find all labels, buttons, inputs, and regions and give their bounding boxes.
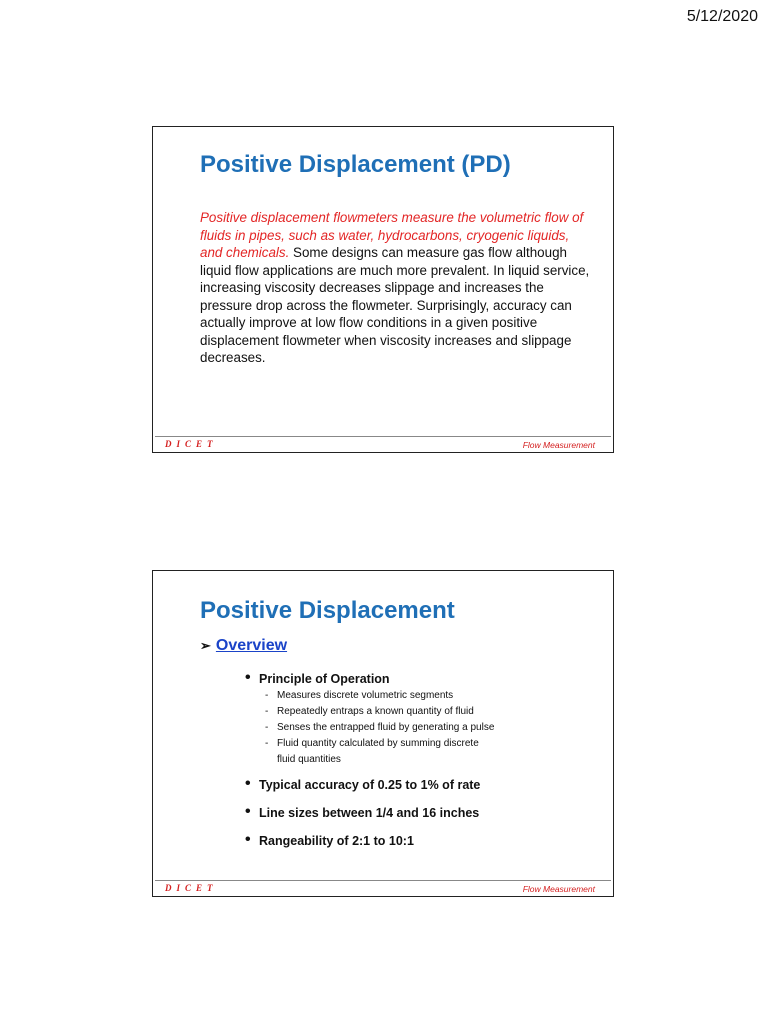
print-date: 5/12/2020 bbox=[686, 8, 758, 25]
bullet-dot-icon: • bbox=[245, 669, 251, 686]
bullet-text: Principle of Operation bbox=[259, 672, 390, 686]
footer-divider bbox=[155, 436, 611, 437]
slide-title: Positive Displacement bbox=[200, 597, 455, 624]
sub-item: - Repeatedly entraps a known quantity of fluid bbox=[265, 706, 474, 717]
footer-topic: Flow Measurement bbox=[522, 884, 595, 894]
footer-logo-text: DICET bbox=[165, 439, 218, 449]
slide-positive-displacement-pd bbox=[152, 126, 614, 453]
bullet-text: Rangeability of 2:1 to 10:1 bbox=[259, 834, 414, 848]
sub-item: - Senses the entrapped fluid by generating a pulse bbox=[265, 722, 495, 733]
highlighted-definition: Positive displacement flowmeters measure the volumetric flow of fluids in pipes, such as water, hydrocarbons, cryogenic liquids, and chemicals. bbox=[200, 210, 584, 260]
sub-item-list bbox=[265, 688, 565, 768]
bullet-text: Typical accuracy of 0.25 to 1% of rate bbox=[259, 778, 481, 792]
arrow-bullet-icon: ➢ bbox=[200, 638, 211, 653]
bullet-dot-icon: • bbox=[245, 831, 251, 848]
overview-label: Overview bbox=[215, 637, 288, 654]
footer-logo-text: DICET bbox=[165, 883, 218, 893]
body-continuation: Some designs can measure gas flow although liquid flow applications are much more prevalent. In liquid service, increasing viscosity decreases slippage and increases the pressure drop across the flowmeter. Surprisingly, accuracy can actually improve at low flow conditions in a given positive displacement flowmeter when viscosity increases and slippage decreases. bbox=[200, 245, 590, 365]
bullet-item bbox=[245, 803, 480, 820]
slide-positive-displacement-overview bbox=[152, 570, 614, 897]
footer-divider bbox=[155, 880, 611, 881]
sub-item: - Fluid quantity calculated by summing discrete fluid quantities bbox=[265, 738, 479, 765]
bullet-item bbox=[245, 831, 414, 848]
bullet-dot-icon: • bbox=[245, 775, 251, 792]
bullet-item bbox=[245, 669, 390, 686]
slide-title: Positive Displacement (PD) bbox=[200, 151, 511, 178]
slide-body-text bbox=[200, 209, 592, 367]
footer-topic: Flow Measurement bbox=[522, 440, 595, 450]
bullet-text: Line sizes between 1/4 and 16 inches bbox=[259, 806, 480, 820]
sub-item: - Measures discrete volumetric segments bbox=[265, 690, 454, 701]
overview-heading bbox=[200, 637, 287, 655]
bullet-dot-icon: • bbox=[245, 803, 251, 820]
bullet-item bbox=[245, 775, 481, 792]
